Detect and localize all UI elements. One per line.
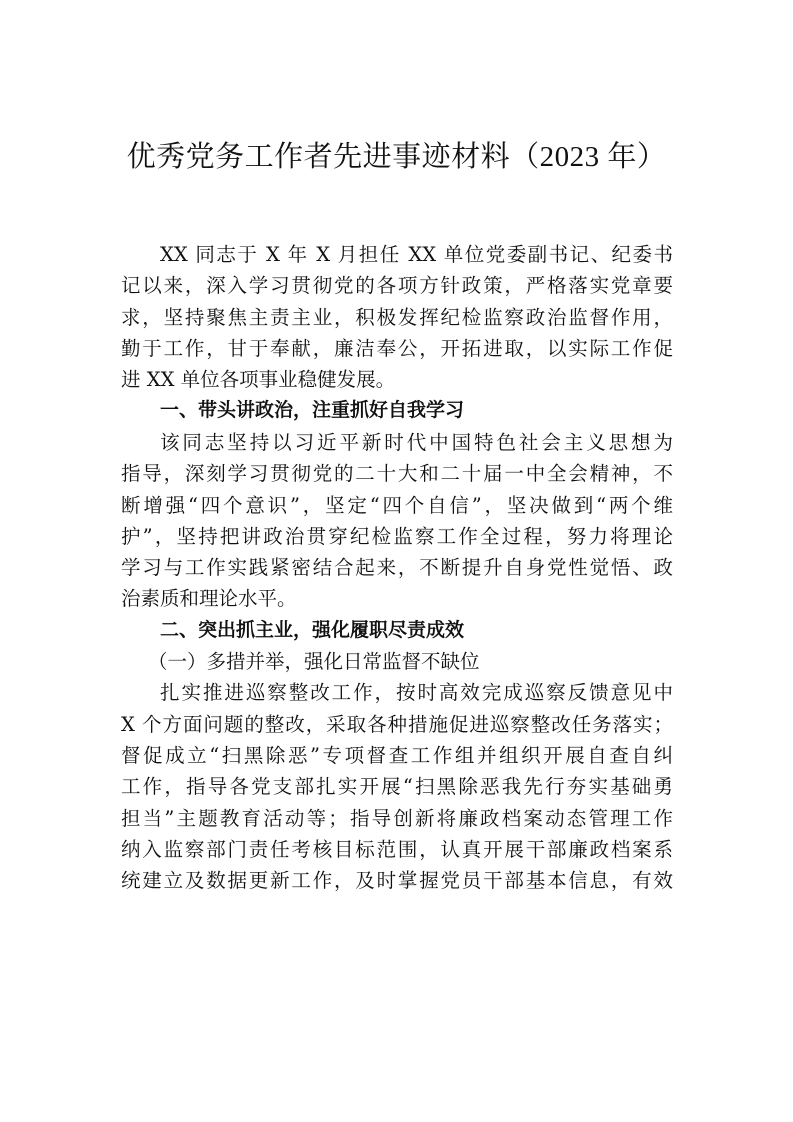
paragraph-line: 督促成立“扫黑除恶”专项督查工作组并组织开展自查自纠: [121, 744, 673, 767]
paragraph-line: 指导，深刻学习贯彻党的二十大和二十届一中全会精神，不: [121, 462, 673, 485]
paragraph-line: 求，坚持聚焦主责主业，积极发挥纪检监察政治监督作用，: [121, 306, 673, 329]
paragraph-line: 工作，指导各党支部扎实开展“扫黑除恶我先行夯实基础勇: [121, 775, 673, 798]
paragraph-line: 进 XX 单位各项事业稳健发展。: [121, 368, 396, 391]
paragraph-line: 担当”主题教育活动等；指导创新将廉政档案动态管理工作: [121, 807, 673, 830]
section-heading: 一、带头讲政治，注重抓好自我学习: [160, 399, 465, 421]
paragraph-line: 学习与工作实践紧密结合起来，不断提升自身党性觉悟、政: [121, 556, 673, 579]
paragraph-line: 该同志坚持以习近平新时代中国特色社会主义思想为: [160, 431, 673, 454]
paragraph-line: 扎实推进巡察整改工作，按时高效完成巡察反馈意见中: [160, 681, 673, 704]
document-title: 优秀党务工作者先进事迹材料（2023 年）: [126, 141, 667, 173]
section-heading: （一）多措并举，强化日常监督不缺位: [148, 650, 480, 673]
paragraph-line: XX 同志于 X 年 X 月担任 XX 单位党委副书记、纪委书: [160, 243, 673, 266]
paragraph-line: 记以来，深入学习贯彻党的各项方针政策，严格落实党章要: [121, 274, 673, 297]
paragraph-line: 纳入监察部门责任考核目标范围，认真开展干部廉政档案系: [121, 838, 673, 861]
section-heading: 二、突出抓主业，强化履职尽责成效: [160, 619, 465, 641]
paragraph-line: 治素质和理论水平。: [121, 587, 297, 610]
paragraph-line: 勤于工作，甘于奉献，廉洁奉公，开拓进取，以实际工作促: [121, 337, 673, 360]
paragraph-line: 护”，坚持把讲政治贯穿纪检监察工作全过程，努力将理论: [121, 525, 673, 548]
paragraph-line: 统建立及数据更新工作，及时掌握党员干部基本信息，有效: [121, 869, 673, 892]
paragraph-line: 断增强“四个意识”，坚定“四个自信”，坚决做到“两个维: [121, 494, 673, 517]
paragraph-line: X 个方面问题的整改，采取各种措施促进巡察整改任务落实；: [121, 713, 673, 736]
